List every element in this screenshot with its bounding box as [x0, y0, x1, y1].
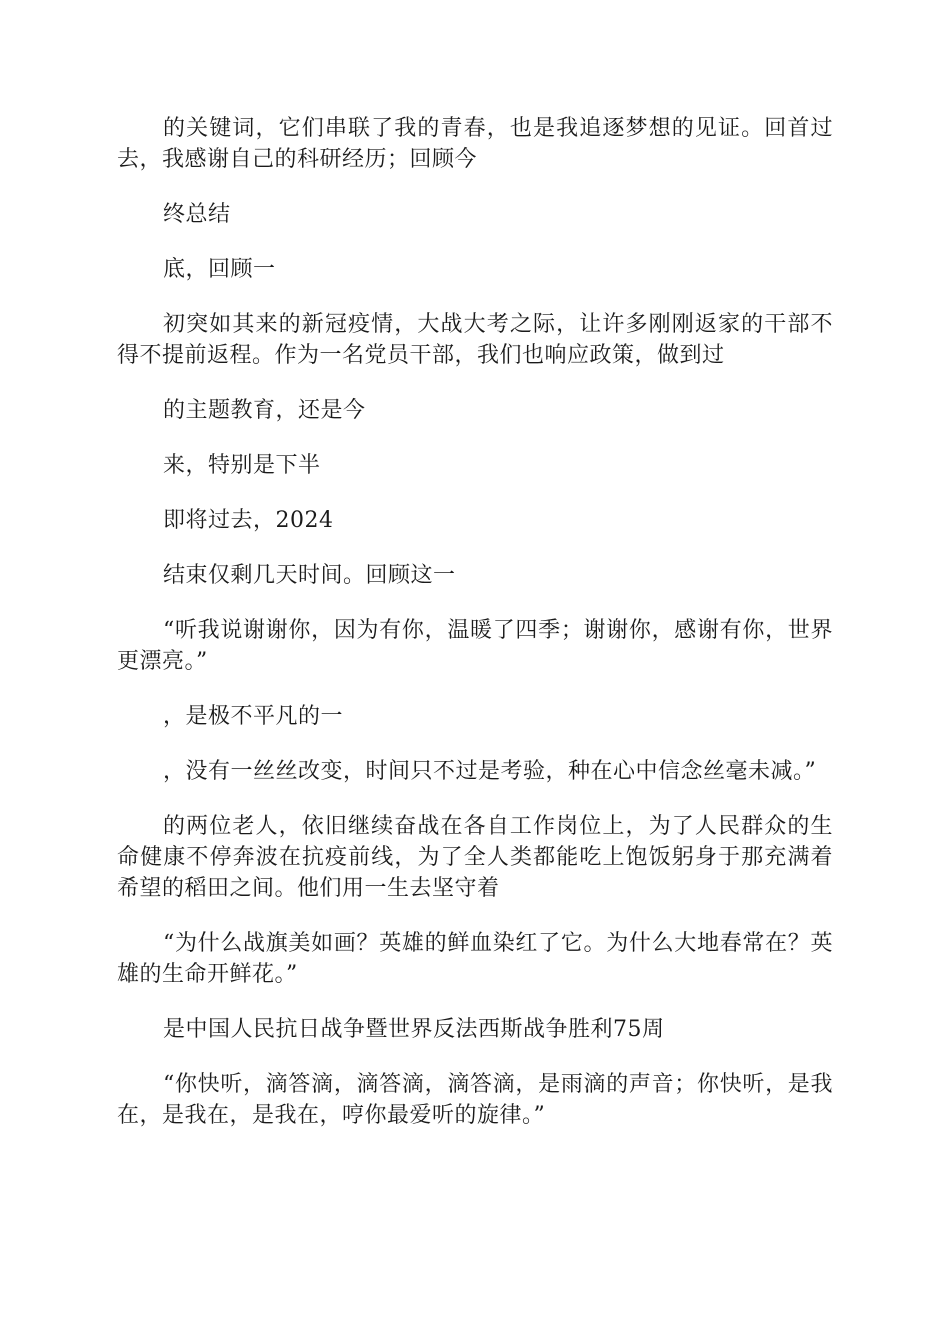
paragraph: “为什么战旗美如画？英雄的鲜血染红了它。为什么大地春常在？英雄的生命开鲜花。”	[117, 931, 833, 987]
paragraph: “你快听，滴答滴，滴答滴，滴答滴，是雨滴的声音；你快听，是我在，是我在，是我在，哼你最爱听的旋律。”	[117, 1072, 833, 1128]
paragraph: 即将过去，2024	[163, 508, 334, 533]
paragraph: ，没有一丝丝改变，时间只不过是考验，种在心中信念丝毫未减。”	[163, 759, 817, 784]
paragraph: 的关键词，它们串联了我的青春，也是我追逐梦想的见证。回首过去，我感谢自己的科研经历；回顾今	[117, 116, 833, 172]
paragraph: 来，特别是下半	[163, 453, 321, 478]
document-body	[117, 113, 833, 1155]
paragraph: 的主题教育，还是今	[163, 398, 366, 423]
paragraph: 是中国人民抗日战争暨世界反法西斯战争胜利75周	[163, 1017, 665, 1042]
paragraph: 初突如其来的新冠疫情，大战大考之际，让许多刚刚返家的干部不得不提前返程。作为一名党员干部，我们也响应政策，做到过	[117, 312, 833, 368]
paragraph: 底，回顾一	[163, 257, 276, 282]
paragraph: 结束仅剩几天时间。回顾这一	[163, 563, 456, 588]
paragraph: 终总结	[163, 202, 231, 227]
paragraph: “听我说谢谢你，因为有你，温暖了四季；谢谢你，感谢有你，世界更漂亮。”	[117, 618, 833, 674]
paragraph: 的两位老人，依旧继续奋战在各自工作岗位上，为了人民群众的生命健康不停奔波在抗疫前线，为了全人类都能吃上饱饭躬身于那充满着希望的稻田之间。他们用一生去坚守着	[117, 814, 833, 901]
paragraph: ，是极不平凡的一	[163, 704, 344, 729]
